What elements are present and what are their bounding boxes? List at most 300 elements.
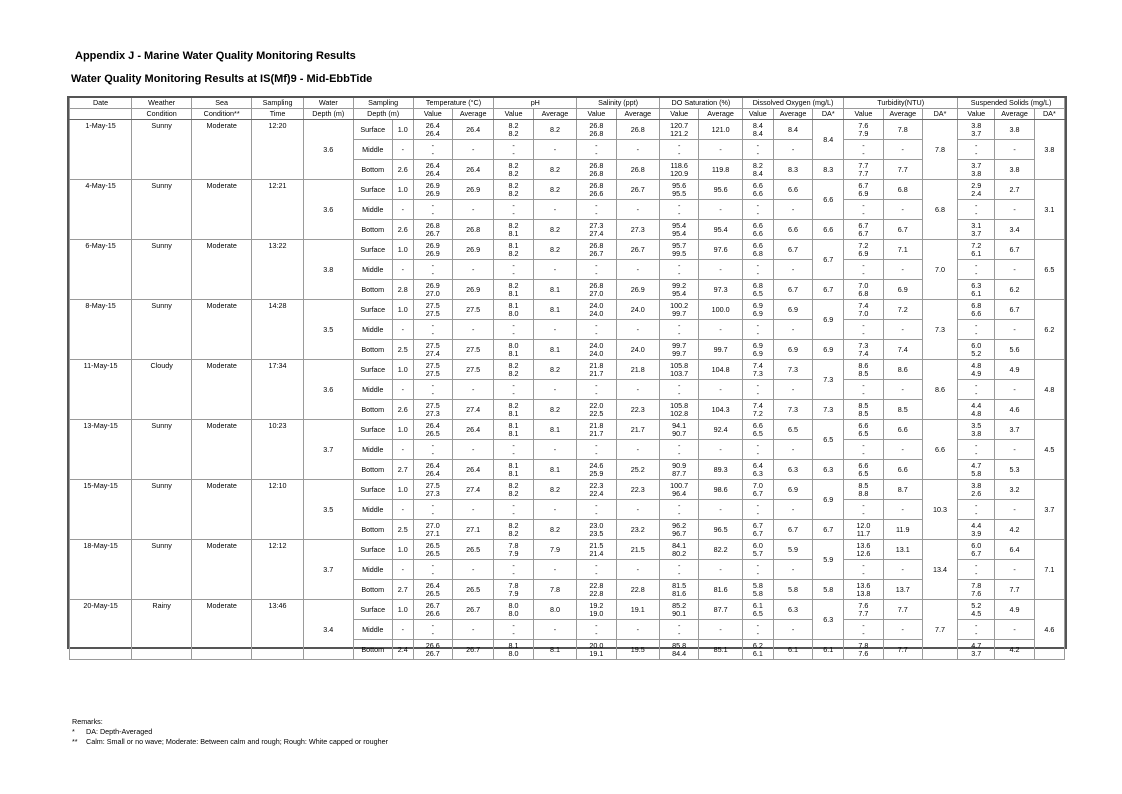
do-sat-values bbox=[660, 440, 699, 460]
do-sat-values bbox=[660, 560, 699, 580]
do-sat-values bbox=[660, 540, 699, 560]
salinity-average: 21.7 bbox=[616, 420, 659, 440]
turbidity-values-2: 7.6 bbox=[858, 648, 869, 658]
ph-average: 8.1 bbox=[533, 280, 576, 300]
turbidity-values-1: 6.6 bbox=[858, 420, 869, 430]
weather-cell: Sunny bbox=[132, 540, 192, 600]
do-average: 6.7 bbox=[773, 520, 812, 540]
ph-values bbox=[494, 300, 533, 320]
time-cell: 10:23 bbox=[252, 420, 304, 480]
salinity-values-2: - bbox=[595, 568, 598, 578]
sea-cell: Moderate bbox=[192, 420, 252, 480]
hdr-temperature: Temperature (°C) bbox=[413, 98, 494, 109]
turbidity-values bbox=[844, 380, 883, 400]
do-sat-values-1: 99.7 bbox=[672, 340, 687, 350]
turbidity-da-cell: 8.6 bbox=[922, 360, 957, 420]
turbidity-values-2: 6.5 bbox=[858, 428, 869, 438]
water-depth-cell: 3.6 bbox=[303, 360, 353, 420]
temp-values bbox=[413, 580, 452, 600]
temp-values bbox=[413, 520, 452, 540]
ss-average: 6.4 bbox=[995, 540, 1034, 560]
do-da-cell: 6.9 bbox=[813, 480, 844, 520]
ss-average: 4.6 bbox=[995, 400, 1034, 420]
salinity-values-2: - bbox=[595, 328, 598, 338]
do-average: 6.1 bbox=[773, 640, 812, 660]
temp-values-1: - bbox=[431, 560, 434, 570]
do-da-bottom-cell: 6.9 bbox=[813, 340, 844, 360]
turbidity-average: 8.7 bbox=[883, 480, 922, 500]
temp-values bbox=[413, 120, 452, 140]
salinity-average: 22.3 bbox=[616, 400, 659, 420]
turbidity-values-1: 7.8 bbox=[858, 640, 869, 650]
results-body bbox=[70, 120, 1065, 660]
ph-values-2: 7.9 bbox=[508, 588, 519, 598]
level-name-cell: Surface bbox=[353, 120, 392, 140]
do-values-1: 5.8 bbox=[752, 580, 763, 590]
temp-values-1: 26.4 bbox=[425, 460, 440, 470]
do-values-1: - bbox=[756, 560, 760, 570]
temp-values-1: 26.4 bbox=[425, 580, 440, 590]
ph-average: - bbox=[533, 260, 576, 280]
weather-cell: Rainy bbox=[132, 600, 192, 660]
ph-values-1: 8.1 bbox=[508, 420, 519, 430]
hdr-da: DA* bbox=[813, 109, 844, 120]
do-sat-average: - bbox=[699, 380, 742, 400]
do-values bbox=[742, 280, 773, 300]
temp-values bbox=[413, 160, 452, 180]
do-sat-average: - bbox=[699, 140, 742, 160]
ss-values bbox=[958, 340, 995, 360]
do-values-2: - bbox=[756, 628, 760, 638]
salinity-values-1: - bbox=[595, 440, 598, 450]
ph-average: - bbox=[533, 380, 576, 400]
ph-values-1: 8.1 bbox=[508, 300, 519, 310]
level-name-cell: Middle bbox=[353, 620, 392, 640]
do-da-bottom-cell: 8.3 bbox=[813, 160, 844, 180]
do-values bbox=[742, 380, 773, 400]
do-values-2: 8.4 bbox=[752, 168, 763, 178]
temp-average: - bbox=[452, 560, 493, 580]
ss-da-cell: 7.1 bbox=[1034, 540, 1064, 600]
ph-average: 8.2 bbox=[533, 120, 576, 140]
temp-values-2: 26.4 bbox=[425, 168, 440, 178]
do-values-2: 6.9 bbox=[752, 308, 763, 318]
do-sat-values-2: - bbox=[677, 628, 681, 638]
turbidity-values-1: 13.6 bbox=[856, 540, 871, 550]
temp-values bbox=[413, 260, 452, 280]
turbidity-values-1: - bbox=[862, 260, 865, 270]
do-values bbox=[742, 540, 773, 560]
turbidity-average: - bbox=[883, 500, 922, 520]
ss-average: - bbox=[995, 560, 1034, 580]
salinity-values-1: 26.8 bbox=[589, 240, 604, 250]
salinity-values-2: 25.9 bbox=[589, 468, 604, 478]
salinity-values bbox=[577, 140, 616, 160]
do-sat-values-2: 95.4 bbox=[672, 288, 687, 298]
level-depth-cell: 1.0 bbox=[392, 240, 413, 260]
do-values bbox=[742, 620, 773, 640]
salinity-values-1: 27.3 bbox=[589, 220, 604, 230]
ph-values-2: 8.1 bbox=[508, 428, 519, 438]
ph-values bbox=[494, 440, 533, 460]
water-depth-cell: 3.5 bbox=[303, 300, 353, 360]
ss-values-2: 3.8 bbox=[971, 168, 982, 178]
do-sat-values bbox=[660, 200, 699, 220]
do-values-1: 6.2 bbox=[752, 640, 763, 650]
ph-values-1: 8.0 bbox=[508, 600, 519, 610]
temp-average: - bbox=[452, 380, 493, 400]
ss-values-2: 5.8 bbox=[971, 468, 982, 478]
remarks-title: Remarks: bbox=[72, 717, 103, 726]
do-sat-values bbox=[660, 360, 699, 380]
salinity-values-2: - bbox=[595, 448, 598, 458]
ss-average: 3.8 bbox=[995, 160, 1034, 180]
level-depth-cell: 2.4 bbox=[392, 640, 413, 660]
date-cell: 4-May-15 bbox=[70, 180, 132, 240]
hdr-weather-2: Condition bbox=[132, 109, 192, 120]
salinity-values-1: - bbox=[595, 560, 598, 570]
ph-values bbox=[494, 340, 533, 360]
level-depth-cell: 2.6 bbox=[392, 160, 413, 180]
level-depth-cell: - bbox=[392, 320, 413, 340]
salinity-values bbox=[577, 360, 616, 380]
ss-da-cell: 3.1 bbox=[1034, 180, 1064, 240]
ph-values-1: - bbox=[512, 140, 515, 150]
ph-values-2: 8.1 bbox=[508, 408, 519, 418]
do-average: 7.3 bbox=[773, 360, 812, 380]
turbidity-values bbox=[844, 300, 883, 320]
salinity-values-1: - bbox=[595, 140, 598, 150]
salinity-average: - bbox=[616, 500, 659, 520]
do-average: 6.6 bbox=[773, 180, 812, 200]
salinity-values-2: - bbox=[595, 148, 598, 158]
temp-values-2: 27.3 bbox=[425, 488, 440, 498]
results-table-frame bbox=[67, 96, 1067, 658]
temp-average: 26.7 bbox=[452, 600, 493, 620]
turbidity-da-cell: 7.3 bbox=[922, 300, 957, 360]
salinity-average: 22.8 bbox=[616, 580, 659, 600]
ss-average: 3.2 bbox=[995, 480, 1034, 500]
ss-da-cell: 4.8 bbox=[1034, 360, 1064, 420]
ss-da-cell: 3.7 bbox=[1034, 480, 1064, 540]
salinity-values-2: 22.4 bbox=[589, 488, 604, 498]
level-name-cell: Bottom bbox=[353, 160, 392, 180]
hdr-value: Value bbox=[413, 109, 452, 120]
ss-values bbox=[958, 520, 995, 540]
salinity-values bbox=[577, 160, 616, 180]
ph-values-2: 8.2 bbox=[508, 128, 519, 138]
temp-values-2: - bbox=[431, 568, 434, 578]
ss-average: 5.3 bbox=[995, 460, 1034, 480]
ss-average: - bbox=[995, 620, 1034, 640]
turbidity-values-1: - bbox=[862, 140, 865, 150]
temp-average: - bbox=[452, 200, 493, 220]
temp-values-1: - bbox=[431, 140, 434, 150]
ss-values bbox=[958, 500, 995, 520]
salinity-values-2: - bbox=[595, 508, 598, 518]
hdr-value: Value bbox=[742, 109, 773, 120]
do-values bbox=[742, 260, 773, 280]
sea-cell: Moderate bbox=[192, 240, 252, 300]
ph-average: - bbox=[533, 620, 576, 640]
do-sat-average: 104.3 bbox=[699, 400, 742, 420]
temp-values bbox=[413, 480, 452, 500]
hdr-average: Average bbox=[883, 109, 922, 120]
level-name-cell: Surface bbox=[353, 300, 392, 320]
do-da-bottom-cell: 6.3 bbox=[813, 460, 844, 480]
turbidity-values-1: 6.7 bbox=[858, 180, 869, 190]
salinity-average: - bbox=[616, 320, 659, 340]
do-sat-values-2: 81.6 bbox=[672, 588, 687, 598]
hdr-water-2: Depth (m) bbox=[303, 109, 353, 120]
ph-average: 8.2 bbox=[533, 240, 576, 260]
temp-values-2: 27.1 bbox=[425, 528, 440, 538]
ss-values-1: - bbox=[975, 320, 978, 330]
temp-values bbox=[413, 560, 452, 580]
ph-values-2: - bbox=[512, 208, 515, 218]
hdr-value: Value bbox=[958, 109, 995, 120]
ss-values-2: - bbox=[975, 328, 978, 338]
do-values-2: 5.7 bbox=[752, 548, 763, 558]
do-sat-values-2: 96.7 bbox=[672, 528, 687, 538]
weather-cell: Sunny bbox=[132, 120, 192, 180]
table-row bbox=[70, 300, 1065, 320]
ph-values-1: - bbox=[512, 200, 515, 210]
salinity-average: - bbox=[616, 620, 659, 640]
ph-average: 8.2 bbox=[533, 220, 576, 240]
turbidity-da-cell: 6.6 bbox=[922, 420, 957, 480]
ph-values bbox=[494, 560, 533, 580]
level-name-cell: Middle bbox=[353, 260, 392, 280]
ss-values-1: 7.2 bbox=[971, 240, 982, 250]
ph-values bbox=[494, 620, 533, 640]
level-depth-cell: 2.5 bbox=[392, 520, 413, 540]
level-name-cell: Middle bbox=[353, 320, 392, 340]
salinity-values-2: - bbox=[595, 268, 598, 278]
do-sat-values-1: 96.2 bbox=[672, 520, 687, 530]
turbidity-values-1: 8.5 bbox=[858, 480, 869, 490]
do-average: 6.9 bbox=[773, 340, 812, 360]
do-sat-average: - bbox=[699, 320, 742, 340]
turbidity-average: 6.6 bbox=[883, 420, 922, 440]
ph-values-2: - bbox=[512, 268, 515, 278]
do-values bbox=[742, 240, 773, 260]
turbidity-values-2: - bbox=[862, 388, 865, 398]
do-sat-average: 98.6 bbox=[699, 480, 742, 500]
do-average: - bbox=[773, 320, 812, 340]
salinity-values-2: 22.5 bbox=[589, 408, 604, 418]
do-sat-values bbox=[660, 620, 699, 640]
ph-values-2: - bbox=[512, 448, 515, 458]
level-name-cell: Bottom bbox=[353, 280, 392, 300]
salinity-values bbox=[577, 300, 616, 320]
ss-values bbox=[958, 400, 995, 420]
do-da-bottom-cell: 6.7 bbox=[813, 520, 844, 540]
ss-values-1: 3.1 bbox=[971, 220, 982, 230]
do-sat-values bbox=[660, 340, 699, 360]
sea-cell: Moderate bbox=[192, 600, 252, 660]
temp-average: 26.4 bbox=[452, 120, 493, 140]
salinity-average: 24.0 bbox=[616, 300, 659, 320]
salinity-values bbox=[577, 580, 616, 600]
do-values-2: 6.5 bbox=[752, 428, 763, 438]
ph-values bbox=[494, 260, 533, 280]
ss-average: 3.7 bbox=[995, 420, 1034, 440]
turbidity-values bbox=[844, 560, 883, 580]
temp-values-1: 26.8 bbox=[425, 220, 440, 230]
ss-values-1: - bbox=[975, 380, 978, 390]
ss-values bbox=[958, 600, 995, 620]
salinity-values-2: 23.5 bbox=[589, 528, 604, 538]
do-sat-values-1: 100.2 bbox=[670, 300, 689, 310]
salinity-values-1: 26.8 bbox=[589, 280, 604, 290]
temp-values bbox=[413, 540, 452, 560]
salinity-values-2: 21.7 bbox=[589, 368, 604, 378]
temp-average: 26.4 bbox=[452, 160, 493, 180]
ss-average: 3.4 bbox=[995, 220, 1034, 240]
turbidity-values-2: - bbox=[862, 148, 865, 158]
ss-values bbox=[958, 460, 995, 480]
do-sat-values-2: - bbox=[677, 268, 681, 278]
turbidity-values bbox=[844, 640, 883, 660]
salinity-values bbox=[577, 260, 616, 280]
turbidity-values-2: 7.7 bbox=[858, 608, 869, 618]
do-average: - bbox=[773, 440, 812, 460]
do-values-1: - bbox=[756, 200, 760, 210]
temp-average: 27.4 bbox=[452, 400, 493, 420]
ph-values-1: - bbox=[512, 380, 515, 390]
salinity-average: 24.0 bbox=[616, 340, 659, 360]
do-da-cell: 6.3 bbox=[813, 600, 844, 640]
do-sat-values-1: - bbox=[677, 620, 681, 630]
do-sat-average: 119.8 bbox=[699, 160, 742, 180]
time-cell: 12:21 bbox=[252, 180, 304, 240]
level-depth-cell: 2.6 bbox=[392, 400, 413, 420]
level-name-cell: Surface bbox=[353, 600, 392, 620]
temp-values-2: 27.5 bbox=[425, 308, 440, 318]
results-table bbox=[69, 98, 1065, 660]
turbidity-average: 7.8 bbox=[883, 120, 922, 140]
turbidity-values bbox=[844, 260, 883, 280]
do-sat-values bbox=[660, 500, 699, 520]
turbidity-da-cell: 6.8 bbox=[922, 180, 957, 240]
do-sat-values-2: 103.7 bbox=[670, 368, 689, 378]
salinity-values bbox=[577, 600, 616, 620]
salinity-values-1: 26.8 bbox=[589, 120, 604, 130]
level-depth-cell: 1.0 bbox=[392, 480, 413, 500]
temp-values bbox=[413, 220, 452, 240]
do-sat-values-1: 95.6 bbox=[672, 180, 687, 190]
turbidity-values-2: 11.7 bbox=[856, 528, 871, 538]
level-name-cell: Middle bbox=[353, 380, 392, 400]
turbidity-values-1: 7.2 bbox=[858, 240, 869, 250]
do-values-1: 8.4 bbox=[752, 120, 763, 130]
ss-average: 3.8 bbox=[995, 120, 1034, 140]
ss-average: - bbox=[995, 260, 1034, 280]
turbidity-average: 6.6 bbox=[883, 460, 922, 480]
level-depth-cell: - bbox=[392, 380, 413, 400]
weather-cell: Sunny bbox=[132, 300, 192, 360]
temp-values-2: 27.5 bbox=[425, 368, 440, 378]
ph-average: 8.1 bbox=[533, 420, 576, 440]
temp-values-2: - bbox=[431, 508, 434, 518]
do-values-2: 6.1 bbox=[752, 648, 763, 658]
salinity-values-2: 24.0 bbox=[589, 348, 604, 358]
level-depth-cell: - bbox=[392, 620, 413, 640]
remark-item bbox=[72, 737, 388, 747]
ss-values-2: 5.2 bbox=[971, 348, 982, 358]
turbidity-average: - bbox=[883, 320, 922, 340]
do-sat-values bbox=[660, 580, 699, 600]
turbidity-values-2: - bbox=[862, 508, 865, 518]
salinity-values bbox=[577, 220, 616, 240]
turbidity-values-1: 12.0 bbox=[856, 520, 871, 530]
ss-values-1: - bbox=[975, 560, 978, 570]
ph-values-1: - bbox=[512, 500, 515, 510]
ss-da-cell: 6.2 bbox=[1034, 300, 1064, 360]
ph-values-1: 8.2 bbox=[508, 220, 519, 230]
do-values-1: 6.9 bbox=[752, 340, 763, 350]
temp-values-1: 27.5 bbox=[425, 360, 440, 370]
temp-values-1: - bbox=[431, 500, 434, 510]
do-sat-average: - bbox=[699, 200, 742, 220]
do-values bbox=[742, 400, 773, 420]
ph-average: - bbox=[533, 440, 576, 460]
do-average: 6.5 bbox=[773, 420, 812, 440]
ss-values-2: 4.9 bbox=[971, 368, 982, 378]
do-sat-average: 81.6 bbox=[699, 580, 742, 600]
do-values-2: 6.9 bbox=[752, 348, 763, 358]
turbidity-values-1: - bbox=[862, 320, 865, 330]
hdr-sampling-depth: Sampling bbox=[353, 98, 413, 109]
turbidity-values-2: - bbox=[862, 448, 865, 458]
do-sat-values bbox=[660, 640, 699, 660]
temp-values-2: 27.4 bbox=[425, 348, 440, 358]
ss-values-1: 2.9 bbox=[971, 180, 982, 190]
turbidity-values-1: - bbox=[862, 380, 865, 390]
date-cell: 1-May-15 bbox=[70, 120, 132, 180]
ss-values-1: 4.4 bbox=[971, 400, 982, 410]
ss-values-2: 2.6 bbox=[971, 488, 982, 498]
do-values bbox=[742, 580, 773, 600]
do-values-1: 8.2 bbox=[752, 160, 763, 170]
do-sat-average: 100.0 bbox=[699, 300, 742, 320]
temp-values-2: - bbox=[431, 448, 434, 458]
level-depth-cell: - bbox=[392, 500, 413, 520]
ss-values-1: - bbox=[975, 500, 978, 510]
do-sat-values bbox=[660, 600, 699, 620]
do-values-2: - bbox=[756, 388, 760, 398]
do-values-1: 6.0 bbox=[752, 540, 763, 550]
temp-values bbox=[413, 420, 452, 440]
ss-average: 4.2 bbox=[995, 520, 1034, 540]
ph-values-1: 8.2 bbox=[508, 180, 519, 190]
do-values-2: 5.8 bbox=[752, 588, 763, 598]
temp-values-2: 26.4 bbox=[425, 468, 440, 478]
turbidity-values bbox=[844, 120, 883, 140]
temp-values-1: 26.9 bbox=[425, 280, 440, 290]
turbidity-values-2: 13.8 bbox=[856, 588, 871, 598]
do-sat-values-2: 80.2 bbox=[672, 548, 687, 558]
temp-values-1: - bbox=[431, 320, 434, 330]
level-name-cell: Middle bbox=[353, 140, 392, 160]
turbidity-values-2: - bbox=[862, 628, 865, 638]
temp-values bbox=[413, 200, 452, 220]
level-name-cell: Surface bbox=[353, 360, 392, 380]
ss-values bbox=[958, 300, 995, 320]
ph-average: 8.1 bbox=[533, 640, 576, 660]
do-average: 5.9 bbox=[773, 540, 812, 560]
